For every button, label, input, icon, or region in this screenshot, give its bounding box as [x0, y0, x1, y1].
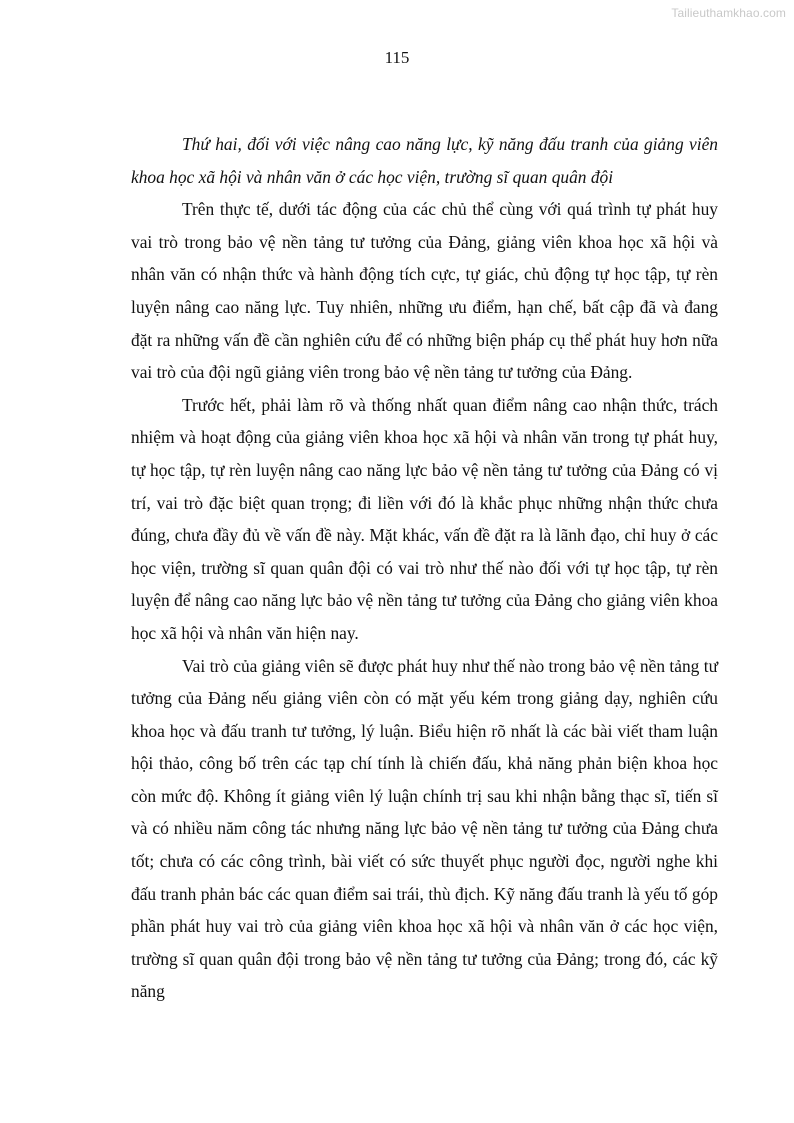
paragraph: Trên thực tế, dưới tác động của các chủ thể cùng với quá trình tự phát huy vai trò trong bảo vệ nền tảng tư tưởng của Đảng, giảng viên khoa học xã hội và nhân văn có nhận thức và hành động tích cực, tự giác, chủ động tự học tập, tự rèn luyện nâng cao năng lực. Tuy nhiên, những ưu điểm, hạn chế, bất cập đã và đang đặt ra những vấn đề cần nghiên cứu để có những biện pháp cụ thể phát huy hơn nữa vai trò của đội ngũ giảng viên trong bảo vệ nền tảng tư tưởng của Đảng.: [131, 199, 718, 383]
page-number: 115: [384, 48, 410, 67]
section-heading: Thứ hai, đối với việc nâng cao năng lực, kỹ năng đấu tranh của giảng viên khoa học xã hội và nhân văn ở các học viện, trường sĩ quan quân đội: [131, 134, 718, 187]
paragraph: Vai trò của giảng viên sẽ được phát huy như thế nào trong bảo vệ nền tảng tư tưởng của Đảng nếu giảng viên còn có mặt yếu kém trong giảng dạy, nghiên cứu khoa học và đấu tranh tư tưởng, lý luận. Biểu hiện rõ nhất là các bài viết tham luận hội thảo, công bố trên các tạp chí tính là chiến đấu, khả năng phản biện khoa học còn mức độ. Không ít giảng viên lý luận chính trị sau khi nhận bằng thạc sĩ, tiến sĩ và có nhiều năm công tác nhưng năng lực bảo vệ nền tảng tư tưởng của Đảng chưa tốt; chưa có các công trình, bài viết có sức thuyết phục người đọc, người nghe khi đấu tranh phản bác các quan điểm sai trái, thù địch. Kỹ năng đấu tranh là yếu tố góp phần phát huy vai trò của giảng viên khoa học xã hội và nhân văn ở các học viện, trường sĩ quan quân đội trong bảo vệ nền tảng tư tưởng của Đảng; trong đó, các kỹ năng: [131, 655, 718, 1002]
watermark: Tailieuthamkhao.com: [671, 6, 786, 20]
document-body: [131, 128, 718, 1008]
paragraph: Trước hết, phải làm rõ và thống nhất quan điểm nâng cao nhận thức, trách nhiệm và hoạt động của giảng viên khoa học xã hội và nhân văn trong tự phát huy, tự học tập, tự rèn luyện nâng cao năng lực bảo vệ nền tảng tư tưởng của Đảng có vị trí, vai trò đặc biệt quan trọng; đi liền với đó là khắc phục những nhận thức chưa đúng, chưa đầy đủ về vấn đề này. Mặt khác, vấn đề đặt ra là lãnh đạo, chỉ huy ở các học viện, trường sĩ quan quân đội có vai trò như thế nào đối với tự học tập, tự rèn luyện để nâng cao năng lực bảo vệ nền tảng tư tưởng của Đảng cho giảng viên khoa học xã hội và nhân văn hiện nay.: [131, 394, 718, 643]
